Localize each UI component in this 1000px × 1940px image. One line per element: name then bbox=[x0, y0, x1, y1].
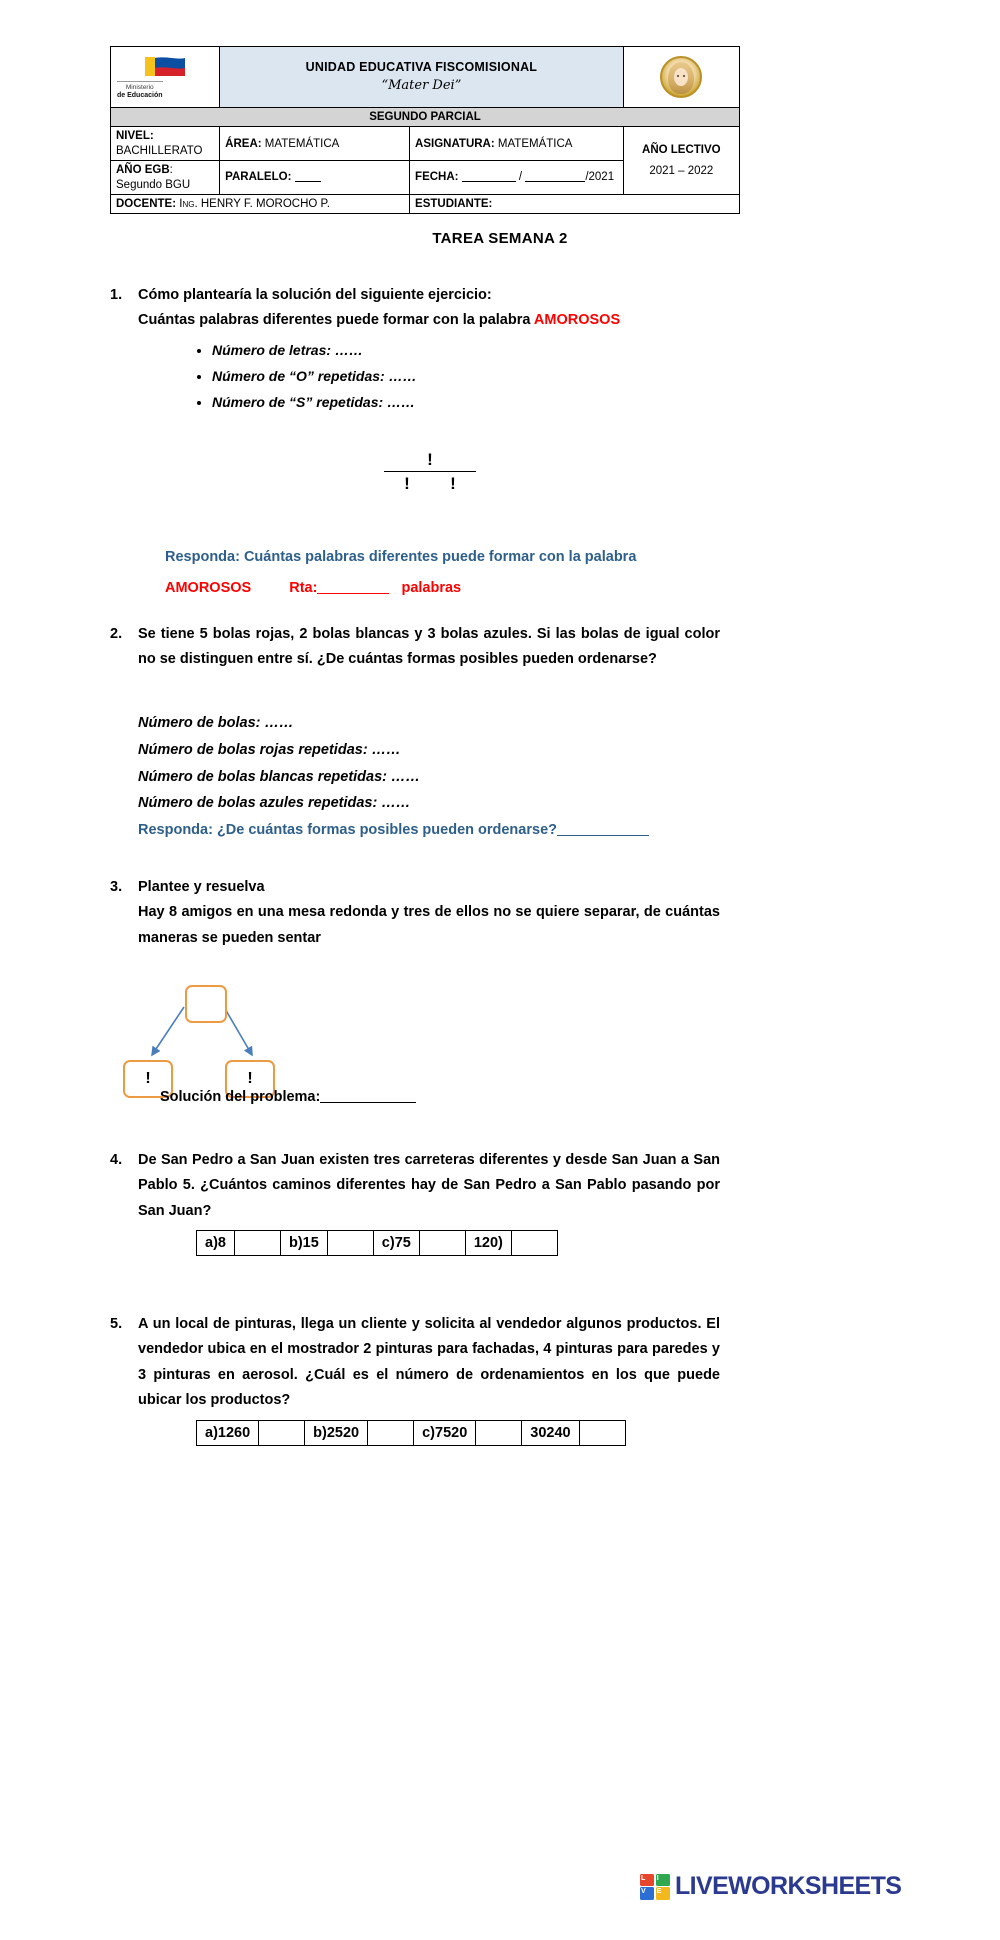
question-4-option-a: a)8 bbox=[197, 1231, 235, 1255]
fecha-day-input[interactable] bbox=[462, 170, 516, 182]
page-title: TAREA SEMANA 2 bbox=[432, 230, 568, 247]
question-1 bbox=[110, 283, 718, 415]
question-5-answer-c[interactable] bbox=[476, 1421, 522, 1445]
question-2-item-1: Número de bolas rojas repetidas: …… bbox=[138, 741, 401, 758]
question-5-option-a: a)1260 bbox=[197, 1421, 259, 1445]
fraction-numerator: ! bbox=[427, 450, 433, 469]
question-5-answer-b[interactable] bbox=[368, 1421, 414, 1445]
liveworksheets-logo[interactable] bbox=[640, 1872, 901, 1901]
paralelo-input[interactable] bbox=[295, 170, 321, 182]
nivel-cell bbox=[111, 127, 220, 161]
liveworksheets-wordmark: LIVEWORKSHEETS bbox=[675, 1872, 902, 1900]
school-motto: “Mater Dei” bbox=[381, 78, 462, 94]
header-table bbox=[110, 46, 740, 214]
question-5-answer-a[interactable] bbox=[259, 1421, 305, 1445]
fraction-bar bbox=[384, 471, 476, 472]
ministry-logo-cell bbox=[111, 47, 220, 108]
question-1-answer-word: AMOROSOS bbox=[165, 580, 252, 597]
question-3 bbox=[110, 875, 720, 951]
question-4-number: 4. bbox=[110, 1152, 123, 1168]
question-3-line1: Plantee y resuelva bbox=[138, 879, 265, 895]
docente-label: DOCENTE: bbox=[116, 197, 177, 210]
question-5-text: A un local de pinturas, llega un cliente y solicita al vendedor algunos productos. El vendedor ubica en el mostrador 2 pinturas para fachadas, 4 pinturas para paredes y 3 pinturas en aerosol. ¿Cuál es el número de ordenamientos en los que puede ubicar los productos? bbox=[138, 1316, 720, 1409]
question-2-item-2: Número de bolas blancas repetidas: …… bbox=[138, 768, 421, 785]
area-cell bbox=[220, 127, 410, 161]
header-row-parcial bbox=[111, 108, 740, 127]
question-1-line1: Cómo plantearía la solución del siguiente ejercicio: bbox=[138, 287, 492, 303]
question-5 bbox=[110, 1312, 720, 1414]
question-2-items bbox=[138, 710, 698, 844]
nivel-label: NIVEL: bbox=[116, 130, 154, 143]
school-name: UNIDAD EDUCATIVA FISCOMISIONAL bbox=[305, 59, 538, 74]
question-5-options bbox=[196, 1420, 626, 1446]
question-5-option-b: b)2520 bbox=[305, 1421, 368, 1445]
diagram-box-left[interactable]: ! bbox=[123, 1060, 173, 1098]
question-3-solution-label: Solución del problema: bbox=[160, 1089, 321, 1105]
ano-lectivo-label: AÑO LECTIVO bbox=[642, 144, 721, 157]
header-table-wrapper bbox=[110, 46, 740, 214]
liveworksheets-tiles-icon bbox=[640, 1874, 670, 1900]
question-2 bbox=[110, 622, 720, 673]
question-5-option-d: 30240 bbox=[522, 1421, 579, 1445]
question-2-item-3: Número de bolas azules repetidas: …… bbox=[138, 795, 411, 812]
header-row-docente bbox=[111, 194, 740, 213]
question-3-number: 3. bbox=[110, 879, 123, 895]
question-3-line2: Hay 8 amigos en una mesa redonda y tres de ellos no se quiere separar, de cuántas maneras se pueden sentar bbox=[138, 904, 720, 946]
question-1-line2 bbox=[138, 308, 718, 333]
fraction-denominator-left: ! bbox=[404, 474, 410, 493]
fecha-separator: / bbox=[518, 171, 523, 184]
estudiante-label: ESTUDIANTE: bbox=[415, 197, 493, 210]
question-4-option-b: b)15 bbox=[281, 1231, 328, 1255]
ano-egb-label: AÑO EGB bbox=[116, 164, 170, 177]
question-4-option-d: 120) bbox=[466, 1231, 512, 1255]
tile-e: E bbox=[656, 1888, 662, 1896]
ecuador-flag-icon bbox=[143, 55, 187, 81]
asignatura-value: MATEMÁTICA bbox=[497, 137, 573, 150]
tile-v: V bbox=[641, 1888, 646, 1896]
fecha-month-input[interactable] bbox=[525, 170, 585, 182]
question-1-fraction bbox=[370, 450, 490, 494]
question-1-rta-label: Rta: bbox=[289, 580, 318, 597]
header-row-nivel bbox=[111, 127, 740, 161]
question-4-answer-c[interactable] bbox=[420, 1231, 466, 1255]
question-2-responda: Responda: ¿De cuántas formas posibles pueden ordenarse? bbox=[138, 822, 557, 839]
question-1-number: 1. bbox=[110, 287, 123, 303]
bullet-letras: • Número de letras: …… bbox=[212, 338, 718, 364]
question-3-diagram bbox=[110, 985, 430, 1095]
question-4-options bbox=[196, 1230, 558, 1256]
ministry-line2: de Educación bbox=[117, 91, 163, 99]
question-1-word: AMOROSOS bbox=[533, 312, 621, 329]
bullet-o-repetidas: • Número de “O” repetidas: …… bbox=[212, 364, 718, 390]
virgin-mary-logo-cell bbox=[623, 47, 739, 108]
area-value: MATEMÁTICA bbox=[264, 137, 340, 150]
question-4-option-c: c)75 bbox=[374, 1231, 420, 1255]
paralelo-cell[interactable] bbox=[220, 161, 410, 195]
ministry-logo-text bbox=[117, 81, 163, 99]
question-2-text: Se tiene 5 bolas rojas, 2 bolas blancas y 3 bolas azules. Si las bolas de igual color no se distinguen entre sí. ¿De cuántas formas posibles pueden ordenarse? bbox=[138, 626, 720, 668]
paralelo-label: PARALELO: bbox=[225, 171, 292, 184]
question-3-solution-input[interactable] bbox=[320, 1089, 416, 1103]
docente-value: Ing. HENRY F. MOROCHO P. bbox=[179, 197, 330, 210]
school-title-cell bbox=[220, 47, 623, 108]
question-3-solution bbox=[160, 1085, 660, 1110]
question-4-text: De San Pedro a San Juan existen tres carreteras diferentes y desde San Juan a San Pablo 5. ¿Cuántos caminos diferentes hay de San Pedro a San Pablo pasando por San Juan? bbox=[138, 1152, 720, 1219]
ano-lectivo-value: 2021 – 2022 bbox=[649, 164, 714, 177]
ministry-line1: Ministerio bbox=[125, 84, 154, 92]
asignatura-cell bbox=[410, 127, 624, 161]
ano-egb-value: : Segundo BGU bbox=[116, 164, 191, 191]
question-1-rta-input[interactable] bbox=[317, 580, 389, 594]
nivel-value: BACHILLERATO bbox=[116, 144, 203, 157]
estudiante-cell[interactable] bbox=[410, 194, 740, 213]
question-2-answer-input[interactable] bbox=[557, 822, 649, 836]
question-5-option-c: c)7520 bbox=[414, 1421, 476, 1445]
virgin-mary-icon bbox=[660, 56, 702, 98]
fraction-denominator bbox=[384, 474, 476, 494]
fraction-denominator-right: ! bbox=[450, 474, 456, 493]
question-4-answer-b[interactable] bbox=[328, 1231, 374, 1255]
ano-egb-cell bbox=[111, 161, 220, 195]
question-4-answer-d[interactable] bbox=[512, 1231, 558, 1255]
question-1-bullets bbox=[138, 338, 718, 416]
question-2-number: 2. bbox=[110, 626, 123, 642]
question-1-responda: Responda: Cuántas palabras diferentes puede formar con la palabra bbox=[165, 549, 637, 565]
question-5-answer-d[interactable] bbox=[580, 1421, 626, 1445]
question-1-line2-text: Cuántas palabras diferentes puede formar con la palabra bbox=[138, 312, 534, 329]
question-1-answer-block bbox=[165, 545, 725, 602]
question-1-rta-unit: palabras bbox=[401, 580, 462, 597]
docente-cell bbox=[111, 194, 410, 213]
asignatura-label: ASIGNATURA: bbox=[415, 137, 495, 150]
question-1-rta-line bbox=[165, 576, 725, 601]
ano-lectivo-cell bbox=[623, 127, 739, 195]
question-2-responda-line bbox=[138, 817, 698, 844]
question-2-item-0: Número de bolas: …… bbox=[138, 715, 294, 731]
question-5-number: 5. bbox=[110, 1316, 123, 1332]
fecha-cell[interactable] bbox=[410, 161, 624, 195]
tile-l: L bbox=[641, 1874, 646, 1882]
tile-i: I bbox=[656, 1874, 659, 1882]
header-row-title bbox=[111, 47, 740, 108]
question-4-answer-a[interactable] bbox=[235, 1231, 281, 1255]
question-4 bbox=[110, 1148, 720, 1224]
diagram-box-top[interactable] bbox=[185, 985, 227, 1023]
ministry-logo bbox=[113, 55, 217, 99]
fecha-year: /2021 bbox=[585, 171, 615, 184]
diagram-box-right[interactable]: ! bbox=[225, 1060, 275, 1098]
bullet-s-repetidas: • Número de “S” repetidas: …… bbox=[212, 390, 718, 416]
fecha-label: FECHA: bbox=[415, 171, 459, 184]
area-label: ÁREA: bbox=[225, 137, 262, 150]
parcial-label: SEGUNDO PARCIAL bbox=[111, 108, 740, 127]
